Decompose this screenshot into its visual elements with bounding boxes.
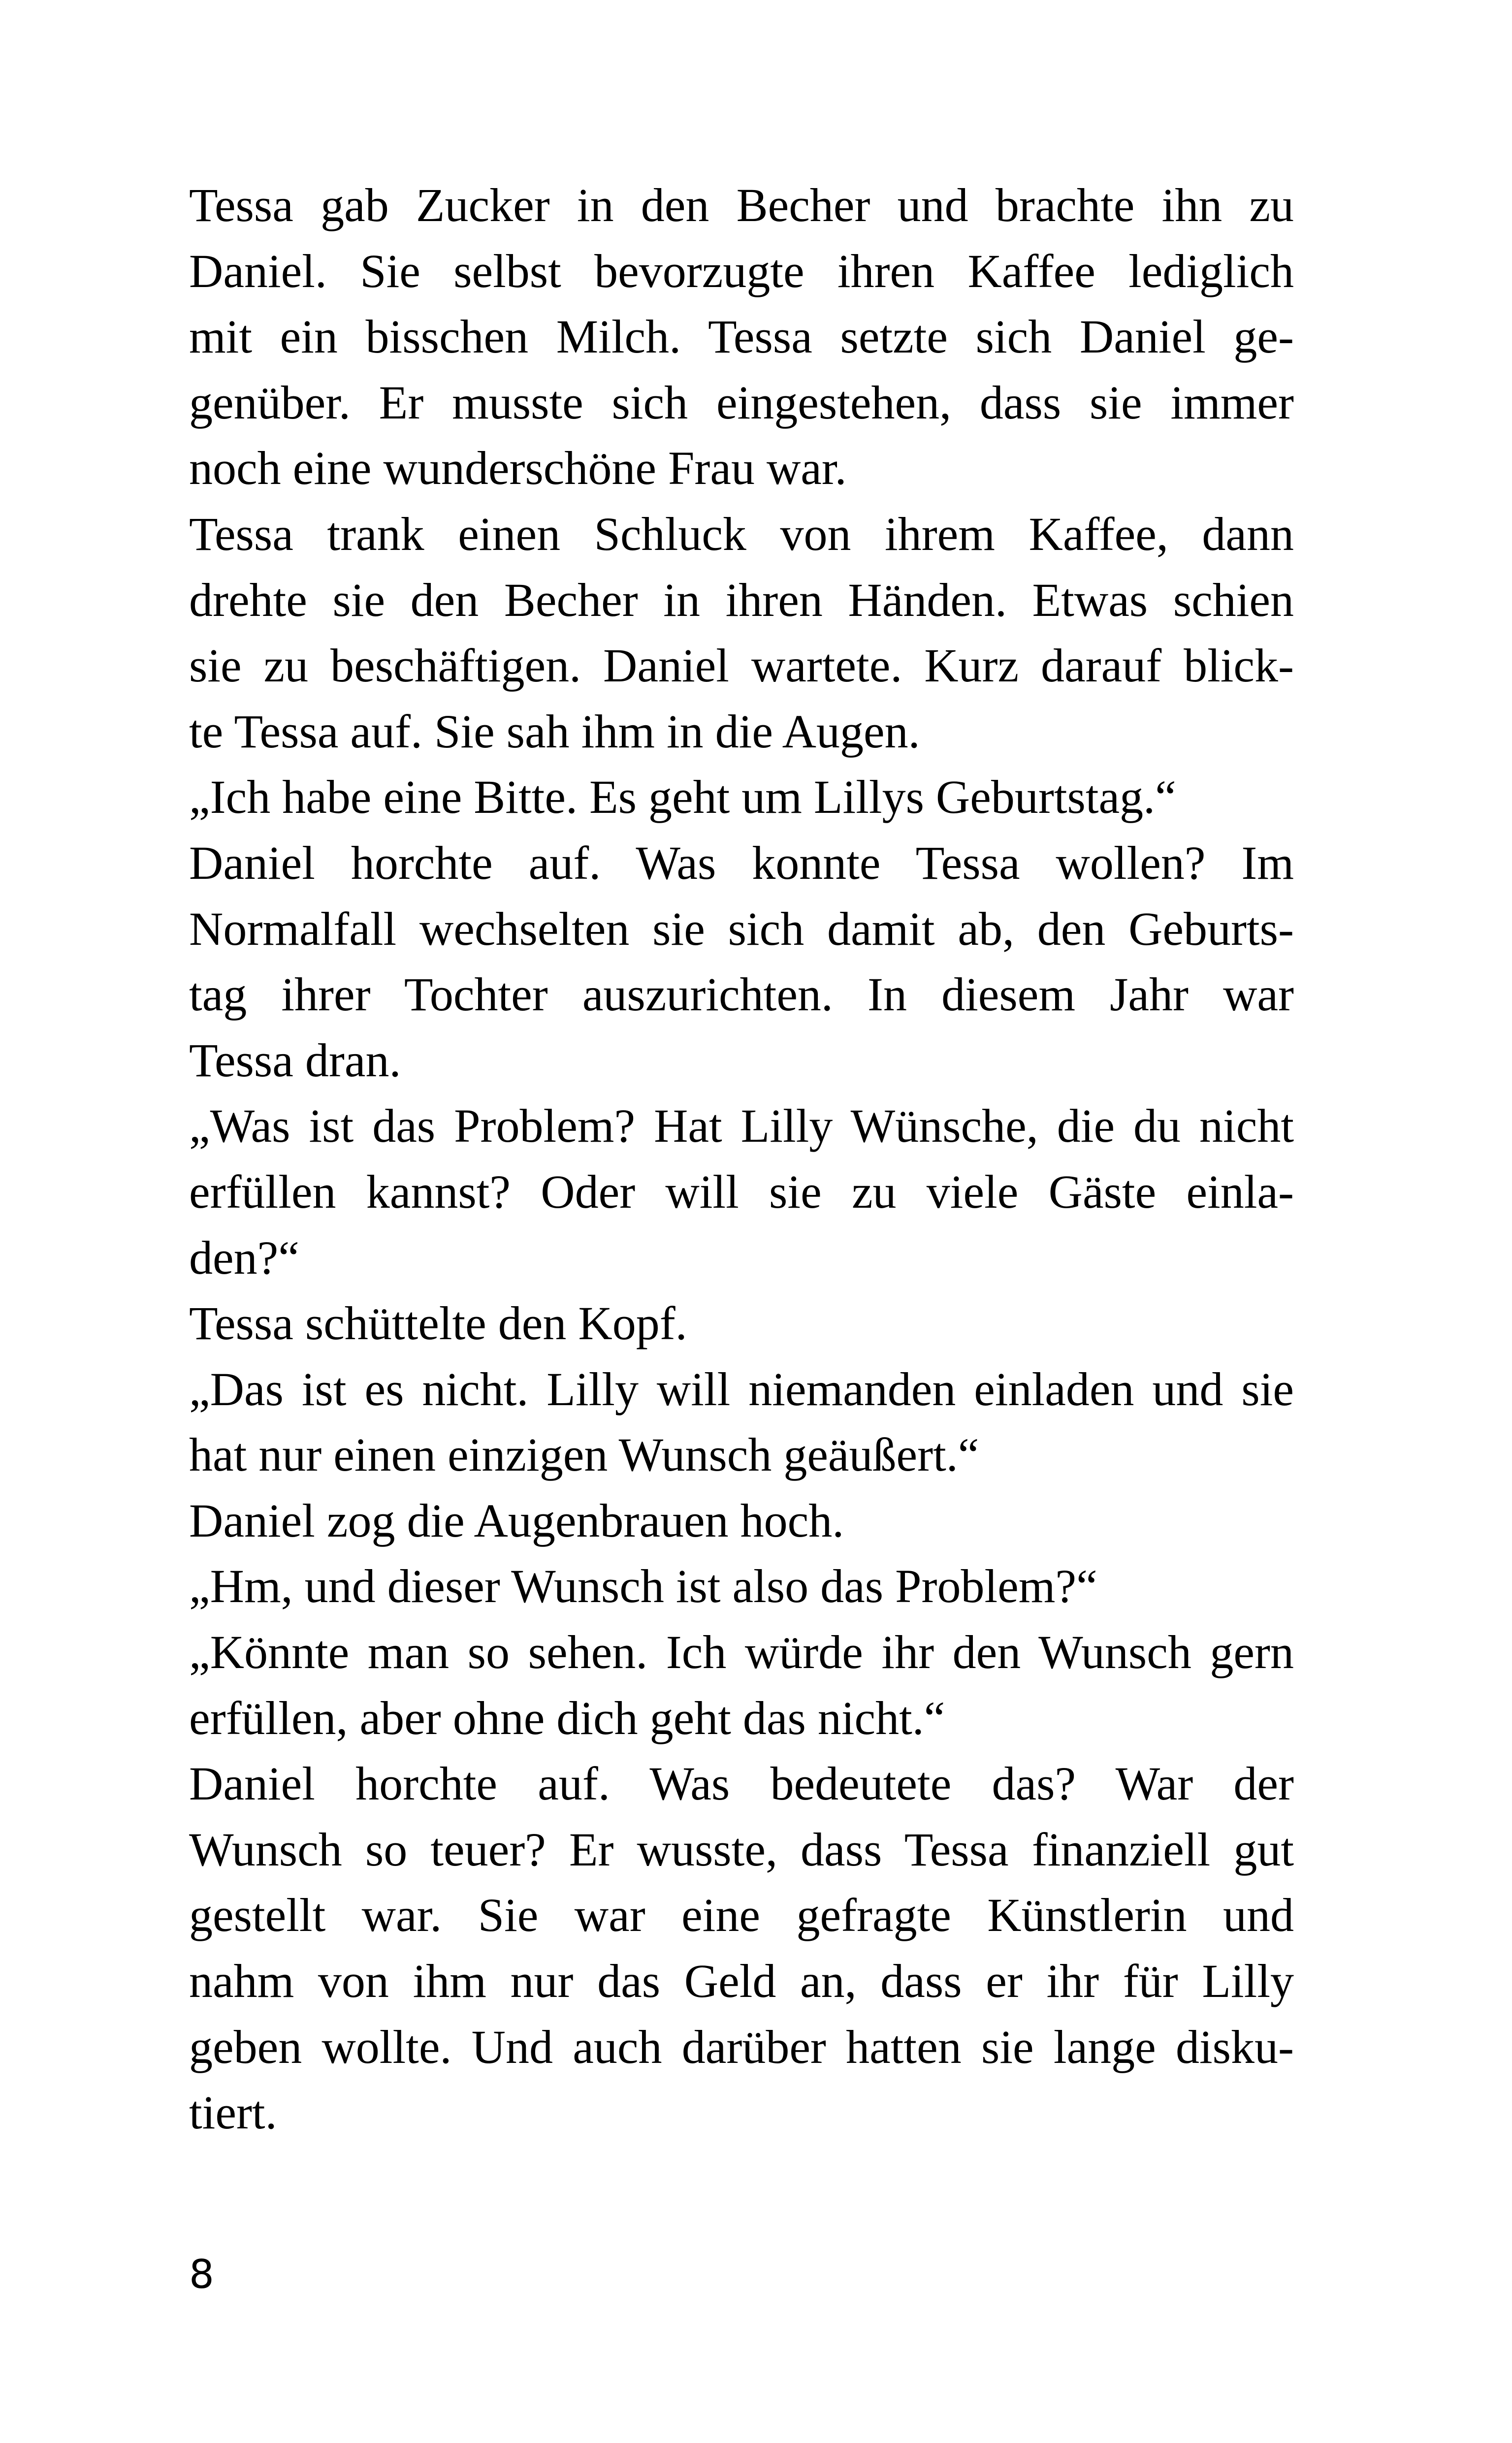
text-line: den?“ — [189, 1231, 299, 1284]
text-line: hat nur einen einzigen Wunsch geäußert.“ — [189, 1428, 979, 1481]
text-line: tiert. — [189, 2086, 277, 2139]
text-line: sie zu beschäftigen. Daniel wartete. Kurz darauf blick- — [189, 639, 1294, 692]
text-line: Tessa gab Zucker in den Becher und brachte ihn zu — [189, 179, 1294, 231]
text-line: gestellt war. Sie war eine gefragte Künstlerin und — [189, 1889, 1294, 1942]
text-line: Normalfall wechselten sie sich damit ab, den Geburts- — [189, 902, 1294, 955]
text-line: genüber. Er musste sich eingestehen, dass sie immer — [189, 376, 1294, 429]
page-number: 8 — [189, 2251, 214, 2297]
text-line: noch eine wunderschöne Frau war. — [189, 442, 847, 495]
text-line: Tessa trank einen Schluck von ihrem Kaffee, dann — [189, 507, 1294, 560]
text-line: mit ein bisschen Milch. Tessa setzte sich Daniel ge- — [189, 310, 1294, 363]
text-line: „Könnte man so sehen. Ich würde ihr den Wunsch gern — [189, 1626, 1294, 1679]
text-line: „Das ist es nicht. Lilly will niemanden einladen und sie — [189, 1362, 1294, 1415]
text-line: nahm von ihm nur das Geld an, dass er ihr für Lilly — [189, 1955, 1294, 2008]
text-line: tag ihrer Tochter auszurichten. In diesem Jahr war — [189, 968, 1294, 1021]
text-line: „Ich habe eine Bitte. Es geht um Lillys Geburtstag.“ — [189, 771, 1176, 824]
text-line: Tessa dran. — [189, 1033, 401, 1087]
text-line: erfüllen kannst? Oder will sie zu viele Gäste einla- — [189, 1165, 1294, 1218]
text-line: Tessa schüttelte den Kopf. — [189, 1297, 687, 1350]
text-line: Wunsch so teuer? Er wusste, dass Tessa finanziell gut — [189, 1823, 1294, 1876]
text-line: Daniel horchte auf. Was konnte Tessa wollen? Im — [189, 836, 1294, 889]
text-line: Daniel zog die Augenbrauen hoch. — [189, 1494, 844, 1547]
text-line: te Tessa auf. Sie sah ihm in die Augen. — [189, 705, 920, 758]
text-line: „Was ist das Problem? Hat Lilly Wünsche, die du nicht — [189, 1099, 1294, 1153]
text-line: erfüllen, aber ohne dich geht das nicht.“ — [189, 1691, 945, 1744]
text-line: Daniel. Sie selbst bevorzugte ihren Kaffee lediglich — [189, 244, 1294, 297]
text-line: geben wollte. Und auch darüber hatten sie lange disku- — [189, 2020, 1294, 2073]
text-line: „Hm, und dieser Wunsch ist also das Problem?“ — [189, 1560, 1097, 1613]
text-line: drehte sie den Becher in ihren Händen. Etwas schien — [189, 573, 1294, 626]
body-text — [189, 172, 1294, 2146]
text-line: Daniel horchte auf. Was bedeutete das? War der — [189, 1757, 1294, 1810]
